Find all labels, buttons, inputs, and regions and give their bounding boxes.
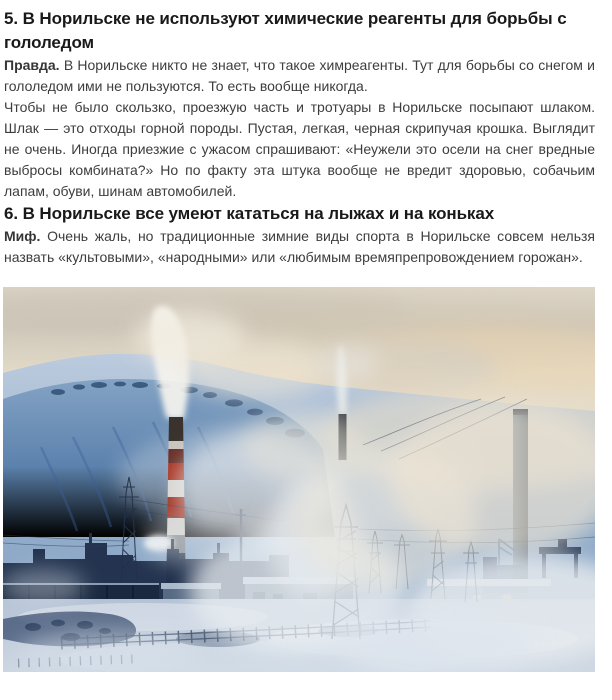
paragraph-text: В Норильске никто не знает, что такое химреагенты. Тут для борьбы со снегом и гололедом ими не пользуются. То есть вообще никогда. — [4, 57, 595, 94]
section-5-heading: 5. В Норильске не используют химические реагенты для борьбы с гололедом — [4, 9, 567, 52]
verdict-label-pravda: Правда. — [4, 57, 60, 73]
paragraph-text: Чтобы не было скользко, проезжую часть и тротуары в Норильске посыпают шлаком. Шлак — это отходы горной породы. Пустая, легкая, черная скрипучая крошка. Выглядит не очень. Иногда приезжие с ужасом спрашивают: «Неужели это осели на снег вредные выбросы комбината?» Но по факту эта штука вообще не вредит здоровью, собачьим лапам, обуви, шинам автомобилей. — [4, 99, 595, 199]
norilsk-industrial-photo — [3, 287, 595, 672]
section-myth-5 — [4, 7, 595, 202]
section-myth-6 — [4, 202, 595, 268]
verdict-label-mif: Миф. — [4, 228, 41, 244]
photo-illustration — [3, 287, 595, 672]
section-6-paragraph-verdict — [4, 226, 595, 268]
article — [4, 7, 595, 672]
section-5-paragraph-details — [4, 97, 595, 202]
paragraph-text: Очень жаль, но традиционные зимние виды спорта в Норильске совсем нельзя назвать «культовыми», «народными» или «любимым времяпрепровождением горожан». — [4, 228, 595, 265]
section-5-paragraph-verdict — [4, 55, 595, 97]
section-6-heading: 6. В Норильске все умеют кататься на лыжах и на коньках — [4, 204, 495, 223]
